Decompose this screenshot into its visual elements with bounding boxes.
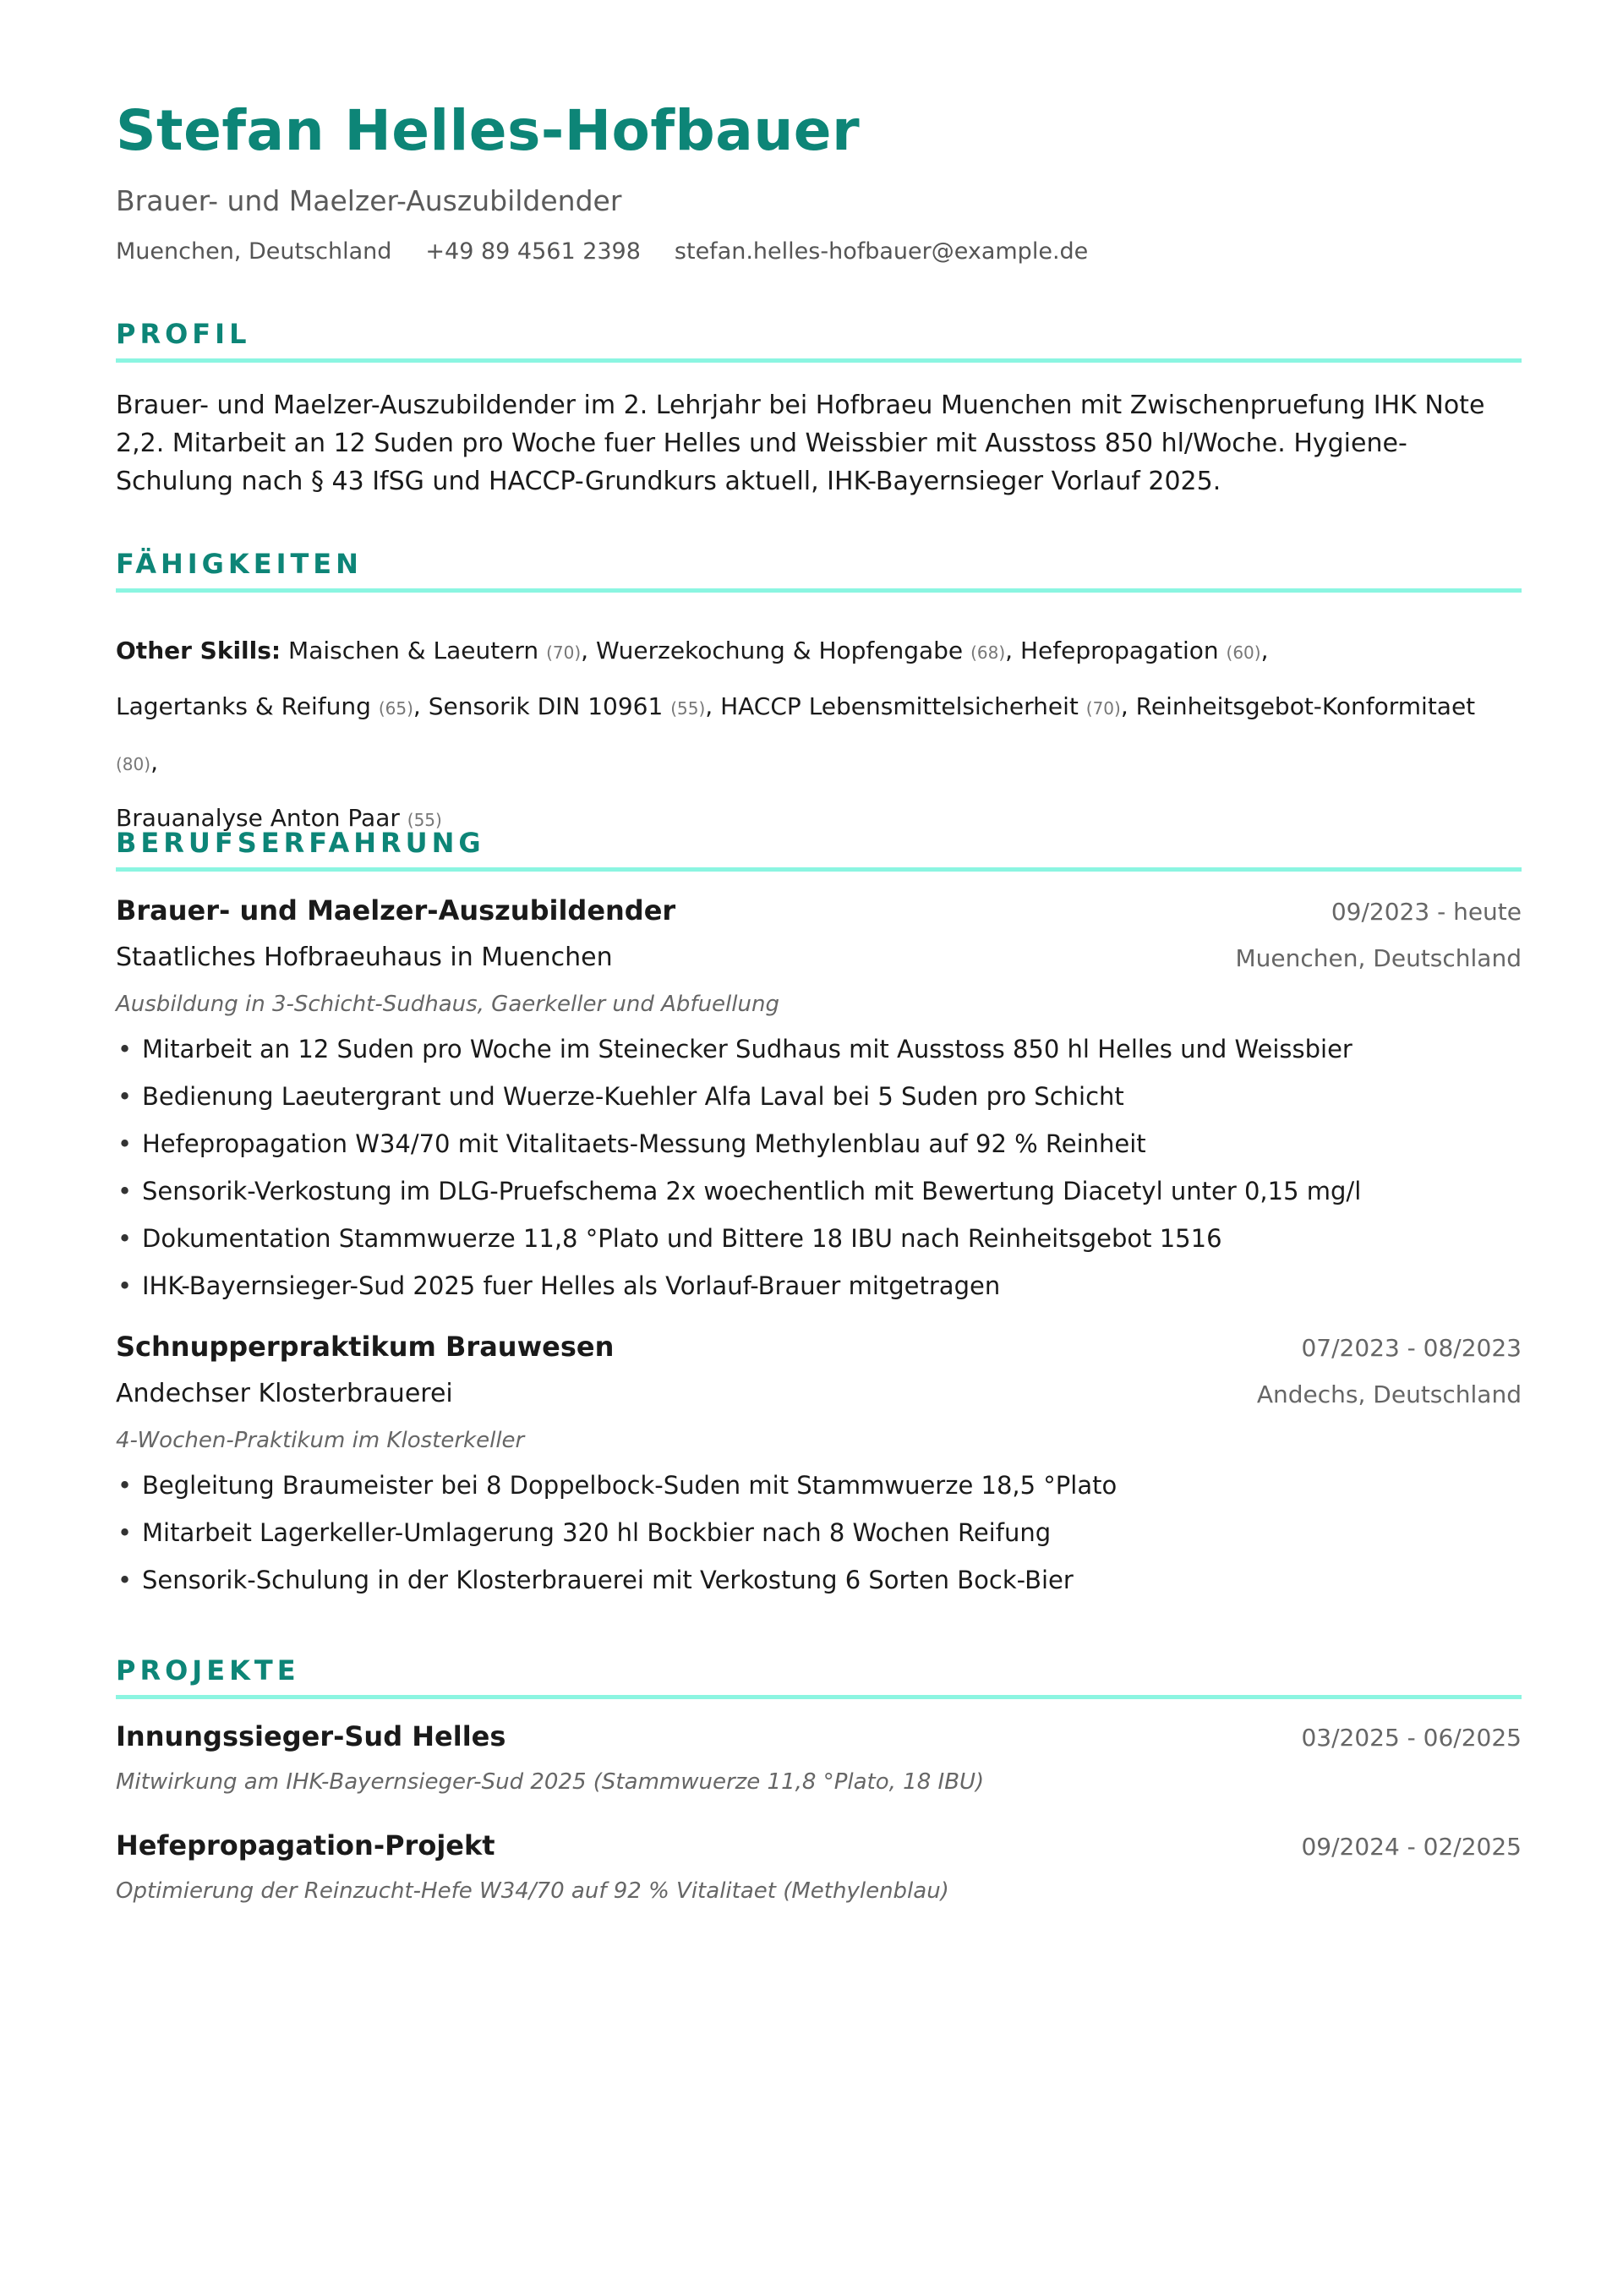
skill-item bbox=[720, 692, 1121, 720]
candidate-name: Stefan Helles-Hofbauer bbox=[116, 98, 861, 163]
job-dates: 09/2023 - heute bbox=[1331, 898, 1522, 926]
section-divider bbox=[116, 358, 1522, 363]
section-heading: BERUFSERFAHRUNG bbox=[116, 827, 485, 859]
skill-item bbox=[288, 637, 581, 664]
skill-item bbox=[596, 637, 1005, 664]
job-note: Ausbildung in 3-Schicht-Sudhaus, Gaerkeller und Abfuellung bbox=[116, 992, 779, 1017]
list-item: • Mitarbeit an 12 Suden pro Woche im Steinecker Sudhaus mit Ausstoss 850 hl Helles und Weissbier bbox=[116, 1025, 1522, 1073]
job-location: Andechs, Deutschland bbox=[1256, 1380, 1522, 1408]
list-item: • Sensorik-Schulung in der Klosterbrauerei mit Verkostung 6 Sorten Bock-Bier bbox=[116, 1556, 1522, 1604]
list-item: • Sensorik-Verkostung im DLG-Pruefschema 2x woechentlich mit Bewertung Diacetyl unter 0,15 mg/l bbox=[116, 1167, 1522, 1215]
skill-name: Hefepropagation bbox=[1019, 637, 1219, 664]
project-dates: 09/2024 - 02/2025 bbox=[1301, 1833, 1522, 1861]
skill-item bbox=[429, 692, 706, 720]
skill-level: (70) bbox=[546, 642, 582, 663]
skill-item bbox=[116, 692, 413, 720]
section-projects-header bbox=[116, 1654, 1522, 1699]
job-company: Andechser Klosterbrauerei bbox=[116, 1379, 453, 1408]
job-company: Staatliches Hofbraeuhaus in Muenchen bbox=[116, 943, 613, 972]
skill-level: (55) bbox=[407, 810, 442, 830]
skill-level: (70) bbox=[1085, 698, 1121, 719]
skill-item bbox=[1020, 637, 1261, 664]
job-bullets bbox=[116, 1025, 1522, 1309]
section-skills-header bbox=[116, 548, 1522, 593]
contact-location: Muenchen, Deutschland bbox=[116, 238, 392, 265]
section-heading: FÄHIGKEITEN bbox=[116, 548, 363, 580]
list-item: • Mitarbeit Lagerkeller-Umlagerung 320 hl Bockbier nach 8 Wochen Reifung bbox=[116, 1509, 1522, 1556]
project-title: Innungssieger-Sud Helles bbox=[116, 1720, 506, 1752]
skill-level: (80) bbox=[116, 754, 151, 774]
skill-name: Reinheitsgebot-Konformitaet bbox=[1135, 692, 1476, 720]
skill-level: (68) bbox=[970, 642, 1006, 663]
skill-level: (55) bbox=[670, 698, 706, 719]
contact-email: stefan.helles-hofbauer@example.de bbox=[674, 238, 1089, 265]
list-item: • Dokumentation Stammwuerze 11,8 °Plato und Bittere 18 IBU nach Reinheitsgebot 1516 bbox=[116, 1215, 1522, 1262]
skill-name: Wuerzekochung & Hopfengabe bbox=[595, 637, 964, 664]
section-divider bbox=[116, 867, 1522, 872]
section-heading: PROFIL bbox=[116, 318, 251, 350]
section-profile-header bbox=[116, 318, 1522, 363]
job-title: Schnupperpraktikum Brauwesen bbox=[116, 1331, 615, 1363]
skills-list: Other Skills: Maischen & Laeutern (70), Wuerzekochung & Hopfengabe (68), Hefepropagation (60), Lagertanks & Reifung (65), Sensorik DIN 10961 (55), HACCP Lebensmittelsicherheit (70), Reinheitsgebot-Konformitaet (80), Brauanalyse Anton Paar (55) bbox=[116, 637, 1476, 832]
list-item: • Begleitung Braumeister bei 8 Doppelbock-Suden mit Stammwuerze 18,5 °Plato bbox=[116, 1462, 1522, 1509]
skill-name: Brauanalyse Anton Paar bbox=[116, 804, 400, 832]
job-note: 4-Wochen-Praktikum im Klosterkeller bbox=[116, 1428, 525, 1453]
list-item: • Bedienung Laeutergrant und Wuerze-Kuehler Alfa Laval bei 5 Suden pro Schicht bbox=[116, 1073, 1522, 1120]
list-item: • Hefepropagation W34/70 mit Vitalitaets-Messung Methylenblau auf 92 % Reinheit bbox=[116, 1120, 1522, 1167]
skill-name: Sensorik DIN 10961 bbox=[428, 692, 664, 720]
skill-level: (65) bbox=[378, 698, 413, 719]
project-dates: 03/2025 - 06/2025 bbox=[1301, 1724, 1522, 1752]
section-divider bbox=[116, 1695, 1522, 1699]
project-note: Mitwirkung am IHK-Bayernsieger-Sud 2025 (Stammwuerze 11,8 °Plato, 18 IBU) bbox=[116, 1769, 985, 1795]
skills-lead-label: Other Skills: bbox=[116, 637, 281, 664]
skill-name: Maischen & Laeutern bbox=[288, 637, 539, 664]
section-divider bbox=[116, 588, 1522, 593]
section-heading: PROJEKTE bbox=[116, 1654, 300, 1686]
project-title: Hefepropagation-Projekt bbox=[116, 1829, 495, 1861]
skill-name: Lagertanks & Reifung bbox=[116, 692, 371, 720]
contact-line bbox=[116, 238, 1088, 265]
section-experience-header bbox=[116, 827, 1522, 872]
job-title: Brauer- und Maelzer-Auszubildender bbox=[116, 894, 676, 927]
list-item: • IHK-Bayernsieger-Sud 2025 fuer Helles als Vorlauf-Brauer mitgetragen bbox=[116, 1262, 1522, 1309]
contact-phone: +49 89 4561 2398 bbox=[425, 238, 641, 265]
profile-summary: Brauer- und Maelzer-Auszubildender im 2. Lehrjahr bei Hofbraeu Muenchen mit Zwischenpruefung IHK Note 2,2. Mitarbeit an 12 Suden pro Woche fuer Helles und Weissbier mit Ausstoss 850 hl/Woche. Hygiene-Schulung nach § 43 IfSG und HACCP-Grundkurs aktuell, IHK-Bayernsieger Vorlauf 2025. bbox=[116, 391, 1485, 496]
skill-level: (60) bbox=[1226, 642, 1261, 663]
job-bullets bbox=[116, 1462, 1522, 1604]
project-note: Optimierung der Reinzucht-Hefe W34/70 auf 92 % Vitalitaet (Methylenblau) bbox=[116, 1878, 949, 1904]
job-location: Muenchen, Deutschland bbox=[1235, 944, 1522, 972]
job-dates: 07/2023 - 08/2023 bbox=[1301, 1334, 1522, 1362]
candidate-title: Brauer- und Maelzer-Auszubildender bbox=[116, 184, 622, 217]
skill-name: HACCP Lebensmittelsicherheit bbox=[720, 692, 1079, 720]
